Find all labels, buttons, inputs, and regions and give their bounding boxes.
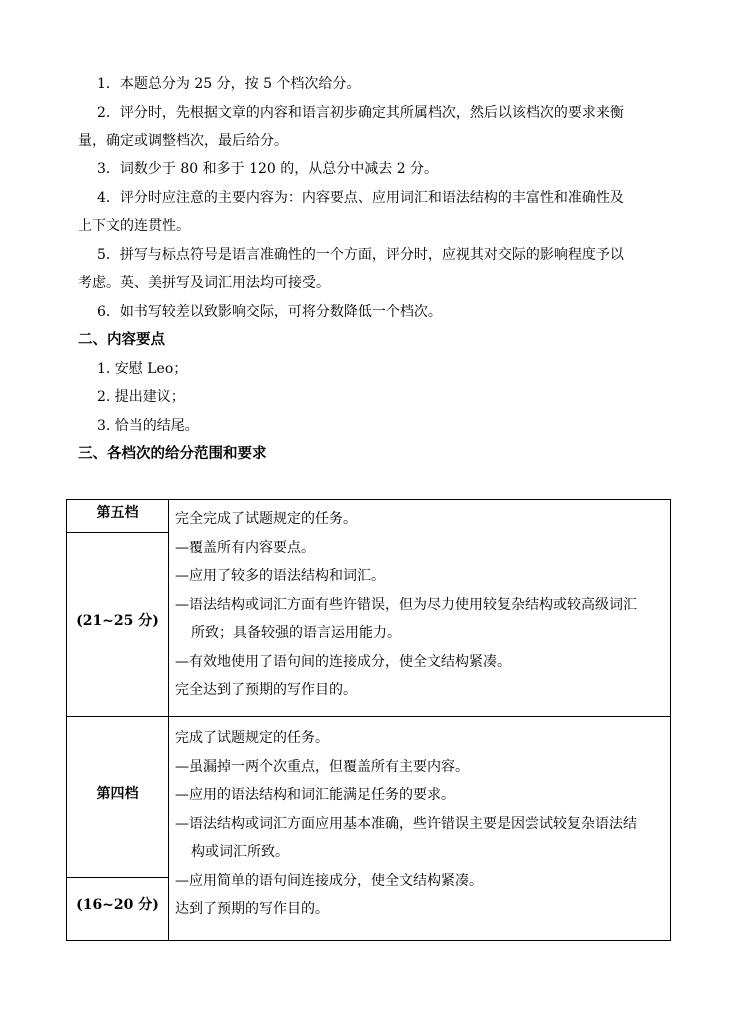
table-column-divider <box>168 500 169 940</box>
grade-5-line-6: —有效地使用了语句间的连接成分，使全文结构紧凑。 <box>175 654 511 670</box>
grade-table <box>66 499 671 941</box>
rule-6: 6．如书写较差以致影响交际，可将分数降低一个档次。 <box>97 304 442 320</box>
grade-4-name: 第四档 <box>96 786 139 802</box>
rule-1: 1．本题总分为 25 分，按 5 个档次给分。 <box>97 76 361 92</box>
rule-5: 5．拼写与标点符号是语言准确性的一个方面，评分时，应视其对交际的影响程度予以 <box>97 247 624 263</box>
grade-5-name: 第五档 <box>96 505 139 521</box>
grade-4-line-6: —应用简单的语句间连接成分，使全文结构紧凑。 <box>175 873 483 889</box>
section-2-heading: 二、内容要点 <box>78 332 165 348</box>
grade-5-line-5: 所致；具备较强的语言运用能力。 <box>191 625 401 641</box>
grade-4-line-5: 构或词汇所致。 <box>191 844 289 860</box>
rule-3: 3．词数少于 80 和多于 120 的，从总分中减去 2 分。 <box>97 161 439 177</box>
section-3-heading: 三、各档次的给分范围和要求 <box>78 446 267 462</box>
grade-4-line-3: —应用的语法结构和词汇能满足任务的要求。 <box>175 787 455 803</box>
grade-5-line-7: 完全达到了预期的写作目的。 <box>175 682 357 698</box>
rule-4-cont: 上下文的连贯性。 <box>78 218 190 234</box>
grade-5-line-4: —语法结构或词汇方面有些许错误，但为尽力使用较复杂结构或较高级词汇 <box>175 597 637 613</box>
row-divider <box>67 716 670 717</box>
label-divider-grade-5 <box>67 532 168 533</box>
rule-5-cont: 考虑。英、美拼写及词汇用法均可接受。 <box>78 275 330 291</box>
grade-5-range: (21~25 分) <box>76 613 159 629</box>
rule-4: 4．评分时应注意的主要内容为：内容要点、应用词汇和语法结构的丰富性和准确性及 <box>97 190 624 206</box>
grade-4-line-2: —虽漏掉一两个次重点，但覆盖所有主要内容。 <box>175 759 469 775</box>
grade-4-line-7: 达到了预期的写作目的。 <box>175 901 329 917</box>
content-point-2: 2. 提出建议； <box>97 389 185 405</box>
content-point-1: 1. 安慰 Leo； <box>97 361 188 377</box>
rule-2-cont: 量，确定或调整档次，最后给分。 <box>78 133 288 149</box>
grade-4-range: (16~20 分) <box>76 897 159 913</box>
grade-4-line-4: —语法结构或词汇方面应用基本准确，些许错误主要是因尝试较复杂语法结 <box>175 816 637 832</box>
content-point-3: 3. 恰当的结尾。 <box>97 418 199 434</box>
grade-5-line-1: 完全完成了试题规定的任务。 <box>175 511 357 527</box>
grade-4-line-1: 完成了试题规定的任务。 <box>175 730 329 746</box>
grade-5-line-2: —覆盖所有内容要点。 <box>175 540 315 556</box>
rule-2: 2．评分时，先根据文章的内容和语言初步确定其所属档次，然后以该档次的要求来衡 <box>97 105 624 121</box>
grade-5-line-3: —应用了较多的语法结构和词汇。 <box>175 568 385 584</box>
label-divider-grade-4 <box>67 877 168 878</box>
